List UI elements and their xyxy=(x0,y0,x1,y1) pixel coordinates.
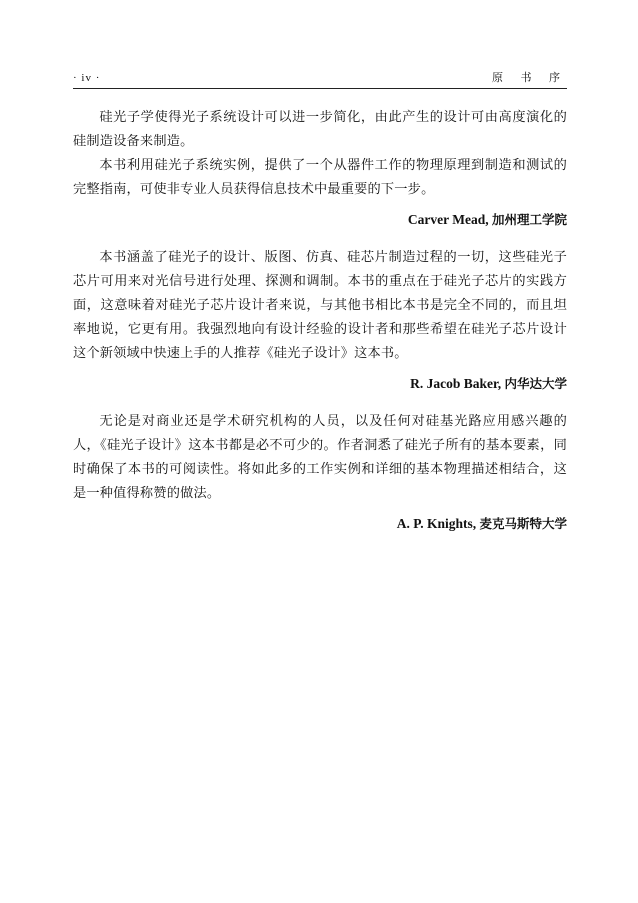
endorsement-block xyxy=(73,106,567,232)
attribution xyxy=(73,372,567,396)
endorser-name: R. Jacob Baker, xyxy=(410,376,505,391)
endorser-name: A. P. Knights, xyxy=(396,516,480,531)
paragraph: 无论是对商业还是学术研究机构的人员，以及任何对硅基光路应用感兴趣的人，《硅光子设计》这本书都是必不可少的。作者洞悉了硅光子所有的基本要素，同时确保了本书的可阅读性。将如此多的工作实例和详细的基本物理描述相结合，这是一种值得称赞的做法。 xyxy=(73,414,567,501)
endorser-name: Carver Mead, xyxy=(407,212,492,227)
paragraph: 本书涵盖了硅光子的设计、版图、仿真、硅芯片制造过程的一切，这些硅光子芯片可用来对光信号进行处理、探测和调制。本书的重点在于硅光子芯片的实践方面，这意味着对硅光子芯片设计者来说，与其他书相比本书是完全不同的，而且坦率地说，它更有用。我强烈地向有设计经验的设计者和那些希望在硅光子芯片设计这个新领域中快速上手的人推荐《硅光子设计》这本书。 xyxy=(73,250,567,361)
endorser-affiliation: 麦克马斯特大学 xyxy=(479,516,567,531)
endorsement-block xyxy=(73,410,567,536)
endorser-affiliation: 加州理工学院 xyxy=(491,212,567,227)
section-title: 原 书 序 xyxy=(492,71,567,84)
page-number: · iv · xyxy=(73,72,101,84)
attribution xyxy=(73,512,567,536)
paragraph: 硅光子学使得光子系统设计可以进一步简化，由此产生的设计可由高度演化的硅制造设备来制造。 xyxy=(73,110,567,149)
attribution xyxy=(73,208,567,232)
endorser-affiliation: 内华达大学 xyxy=(504,376,567,391)
header-rule xyxy=(73,88,567,89)
body-text xyxy=(73,106,567,550)
endorsement-block xyxy=(73,246,567,396)
paragraph: 本书利用硅光子系统实例，提供了一个从器件工作的物理原理到制造和测试的完整指南，可使非专业人员获得信息技术中最重要的下一步。 xyxy=(73,158,567,197)
running-header xyxy=(73,70,567,86)
